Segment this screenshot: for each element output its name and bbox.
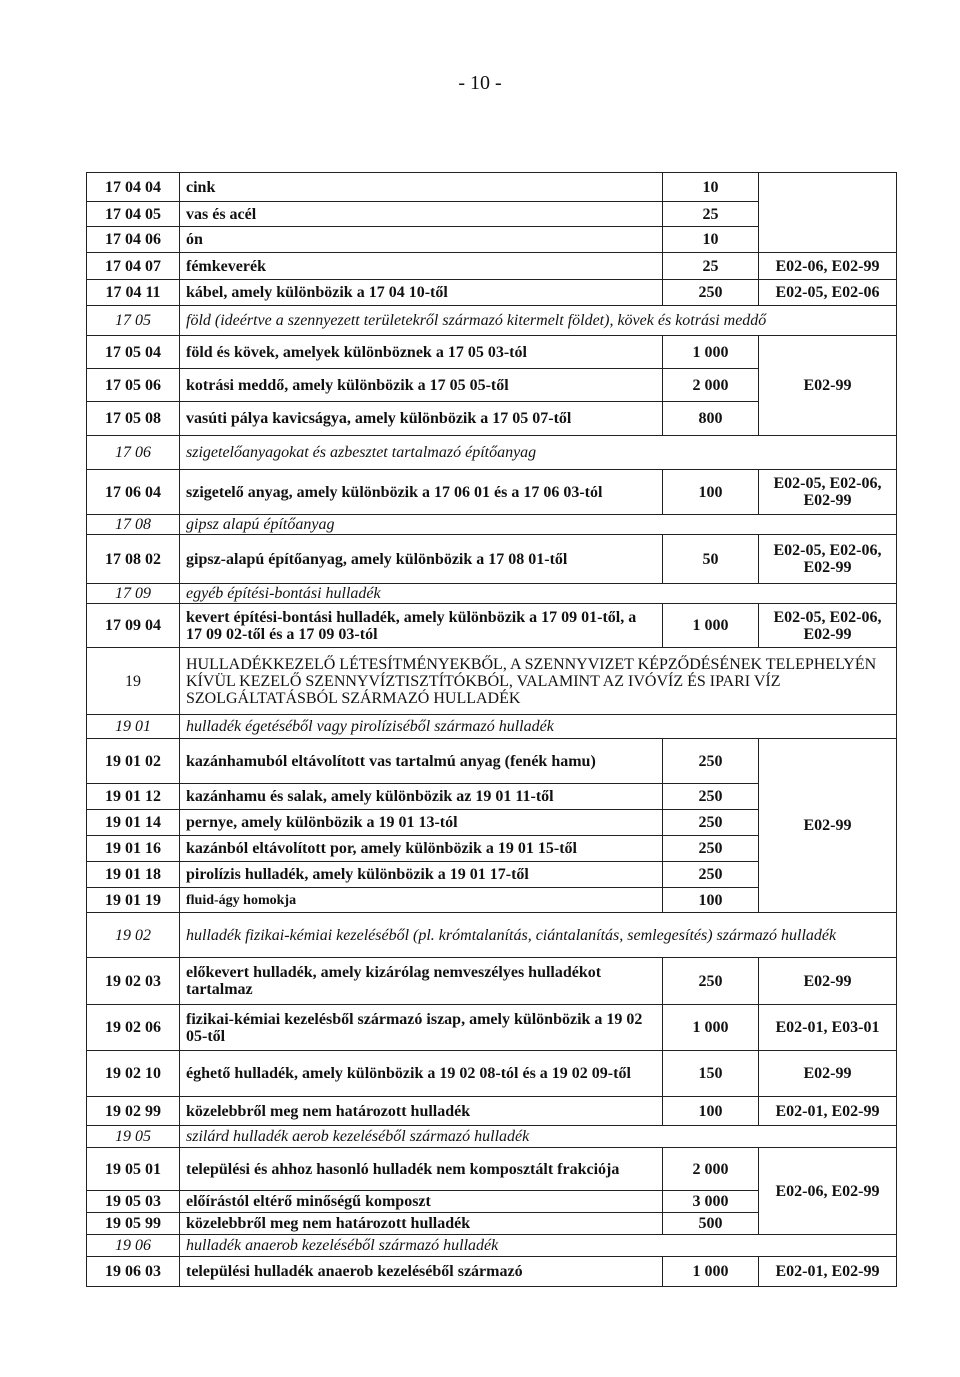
waste-description: éghető hulladék, amely különbözik a 19 02 08-tól és a 19 02 09-től bbox=[180, 1051, 663, 1097]
waste-description: előkevert hulladék, amely kizárólag nemveszélyes hulladékot tartalmaz bbox=[180, 958, 663, 1005]
waste-code: 17 09 04 bbox=[87, 604, 180, 648]
amount: 800 bbox=[663, 402, 759, 436]
amount: 1 000 bbox=[663, 1005, 759, 1051]
waste-code: 17 04 06 bbox=[87, 227, 180, 253]
amount: 250 bbox=[663, 739, 759, 784]
amount: 100 bbox=[663, 1097, 759, 1126]
amount: 3 000 bbox=[663, 1191, 759, 1213]
waste-code: 19 01 18 bbox=[87, 862, 180, 888]
waste-description: gipsz-alapú építőanyag, amely különbözik a 17 08 01-től bbox=[180, 535, 663, 584]
waste-code: 19 05 03 bbox=[87, 1191, 180, 1213]
waste-code: 17 04 11 bbox=[87, 280, 180, 306]
amount: 250 bbox=[663, 784, 759, 810]
amount: 10 bbox=[663, 227, 759, 253]
waste-description: fluid-ágy homokja bbox=[180, 888, 663, 913]
group-description: gipsz alapú építőanyag bbox=[180, 515, 897, 535]
waste-code-table bbox=[86, 172, 897, 1287]
group-code: 19 02 bbox=[87, 913, 180, 958]
waste-code: 19 01 19 bbox=[87, 888, 180, 913]
operation-code: E02-99 bbox=[759, 1051, 897, 1097]
waste-code: 19 01 12 bbox=[87, 784, 180, 810]
waste-code: 17 05 06 bbox=[87, 369, 180, 402]
waste-description: települési és ahhoz hasonló hulladék nem komposztált frakciója bbox=[180, 1148, 663, 1191]
operation-code: E02-99 bbox=[759, 336, 897, 436]
amount: 500 bbox=[663, 1213, 759, 1235]
group-description: hulladék égetéséből vagy pirolíziséből származó hulladék bbox=[180, 715, 897, 739]
amount: 10 bbox=[663, 173, 759, 202]
group-code: 17 09 bbox=[87, 584, 180, 604]
operation-code: E02-99 bbox=[759, 739, 897, 913]
waste-code: 19 01 16 bbox=[87, 836, 180, 862]
operation-code: E02-01, E02-99 bbox=[759, 1097, 897, 1126]
group-code: 19 01 bbox=[87, 715, 180, 739]
group-description: hulladék anaerob kezeléséből származó hulladék bbox=[180, 1235, 897, 1257]
amount: 25 bbox=[663, 202, 759, 227]
operation-code: E02-05, E02-06, E02-99 bbox=[759, 604, 897, 648]
waste-code: 17 04 04 bbox=[87, 173, 180, 202]
operation-code-empty bbox=[759, 173, 897, 253]
waste-description: pirolízis hulladék, amely különbözik a 19 01 17-től bbox=[180, 862, 663, 888]
waste-description: ón bbox=[180, 227, 663, 253]
group-description: hulladék fizikai-kémiai kezeléséből (pl. krómtalanítás, ciántalanítás, semlegesítés) származó hulladék bbox=[180, 913, 897, 958]
waste-description: kábel, amely különbözik a 17 04 10-től bbox=[180, 280, 663, 306]
amount: 250 bbox=[663, 836, 759, 862]
amount: 25 bbox=[663, 253, 759, 280]
waste-description: vasúti pálya kavicságya, amely különbözik a 17 05 07-től bbox=[180, 402, 663, 436]
operation-code: E02-06, E02-99 bbox=[759, 1148, 897, 1235]
waste-description: kotrási meddő, amely különbözik a 17 05 05-től bbox=[180, 369, 663, 402]
waste-description: közelebbről meg nem határozott hulladék bbox=[180, 1097, 663, 1126]
group-code: 17 06 bbox=[87, 436, 180, 470]
waste-description: előírástól eltérő minőségű komposzt bbox=[180, 1191, 663, 1213]
operation-code: E02-05, E02-06, E02-99 bbox=[759, 470, 897, 515]
waste-description: föld és kövek, amelyek különböznek a 17 05 03-tól bbox=[180, 336, 663, 369]
waste-description: pernye, amely különbözik a 19 01 13-tól bbox=[180, 810, 663, 836]
page-number: - 10 - bbox=[458, 72, 502, 94]
waste-description: fémkeverék bbox=[180, 253, 663, 280]
waste-code: 17 08 02 bbox=[87, 535, 180, 584]
group-code: 19 06 bbox=[87, 1235, 180, 1257]
waste-description: fizikai-kémiai kezelésből származó iszap, amely különbözik a 19 02 05-től bbox=[180, 1005, 663, 1051]
waste-description: vas és acél bbox=[180, 202, 663, 227]
group-description: szigetelőanyagokat és azbesztet tartalmazó építőanyag bbox=[180, 436, 897, 470]
waste-description: kevert építési-bontási hulladék, amely különbözik a 17 09 01-től, a 17 09 02-től és a 17 09 03-tól bbox=[180, 604, 663, 648]
waste-description: kazánhamuból eltávolított vas tartalmú anyag (fenék hamu) bbox=[180, 739, 663, 784]
waste-code: 17 04 05 bbox=[87, 202, 180, 227]
amount: 1 000 bbox=[663, 1257, 759, 1287]
waste-code: 19 01 14 bbox=[87, 810, 180, 836]
chapter-code: 19 bbox=[87, 648, 180, 715]
waste-code: 19 06 03 bbox=[87, 1257, 180, 1287]
waste-code: 19 05 01 bbox=[87, 1148, 180, 1191]
group-description: föld (ideértve a szennyezett területekről származó kitermelt földet), kövek és kotrási meddő bbox=[180, 306, 897, 336]
waste-code: 19 02 99 bbox=[87, 1097, 180, 1126]
amount: 2 000 bbox=[663, 1148, 759, 1191]
operation-code: E02-01, E02-99 bbox=[759, 1257, 897, 1287]
amount: 1 000 bbox=[663, 604, 759, 648]
waste-description: cink bbox=[180, 173, 663, 202]
waste-code: 19 02 10 bbox=[87, 1051, 180, 1097]
waste-code: 17 04 07 bbox=[87, 253, 180, 280]
waste-code: 17 05 04 bbox=[87, 336, 180, 369]
amount: 250 bbox=[663, 862, 759, 888]
amount: 250 bbox=[663, 810, 759, 836]
waste-code: 17 06 04 bbox=[87, 470, 180, 515]
waste-description: közelebbről meg nem határozott hulladék bbox=[180, 1213, 663, 1235]
amount: 100 bbox=[663, 888, 759, 913]
operation-code: E02-06, E02-99 bbox=[759, 253, 897, 280]
operation-code: E02-01, E03-01 bbox=[759, 1005, 897, 1051]
waste-description: kazánból eltávolított por, amely különbözik a 19 01 15-től bbox=[180, 836, 663, 862]
waste-code: 19 05 99 bbox=[87, 1213, 180, 1235]
group-description: egyéb építési-bontási hulladék bbox=[180, 584, 897, 604]
amount: 2 000 bbox=[663, 369, 759, 402]
waste-code: 17 05 08 bbox=[87, 402, 180, 436]
group-code: 17 05 bbox=[87, 306, 180, 336]
amount: 250 bbox=[663, 958, 759, 1005]
operation-code: E02-99 bbox=[759, 958, 897, 1005]
group-description: szilárd hulladék aerob kezeléséből származó hulladék bbox=[180, 1126, 897, 1148]
amount: 1 000 bbox=[663, 336, 759, 369]
amount: 100 bbox=[663, 470, 759, 515]
operation-code: E02-05, E02-06, E02-99 bbox=[759, 535, 897, 584]
operation-code: E02-05, E02-06 bbox=[759, 280, 897, 306]
amount: 150 bbox=[663, 1051, 759, 1097]
waste-code: 19 01 02 bbox=[87, 739, 180, 784]
waste-description: szigetelő anyag, amely különbözik a 17 06 01 és a 17 06 03-tól bbox=[180, 470, 663, 515]
chapter-title: HULLADÉKKEZELŐ LÉTESÍTMÉNYEKBŐL, A SZENNYVIZET KÉPZŐDÉSÉNEK TELEPHELYÉN KÍVÜL KEZELŐ SZENNYVÍZTISZTÍTÓKBÓL, VALAMINT AZ IVÓVÍZ ÉS IPARI VÍZ SZOLGÁLTATÁSBÓL SZÁRMAZÓ HULLADÉK bbox=[180, 648, 897, 715]
waste-code: 19 02 03 bbox=[87, 958, 180, 1005]
amount: 250 bbox=[663, 280, 759, 306]
amount: 50 bbox=[663, 535, 759, 584]
waste-description: kazánhamu és salak, amely különbözik az 19 01 11-től bbox=[180, 784, 663, 810]
waste-code: 19 02 06 bbox=[87, 1005, 180, 1051]
group-code: 17 08 bbox=[87, 515, 180, 535]
waste-description: települési hulladék anaerob kezeléséből származó bbox=[180, 1257, 663, 1287]
group-code: 19 05 bbox=[87, 1126, 180, 1148]
